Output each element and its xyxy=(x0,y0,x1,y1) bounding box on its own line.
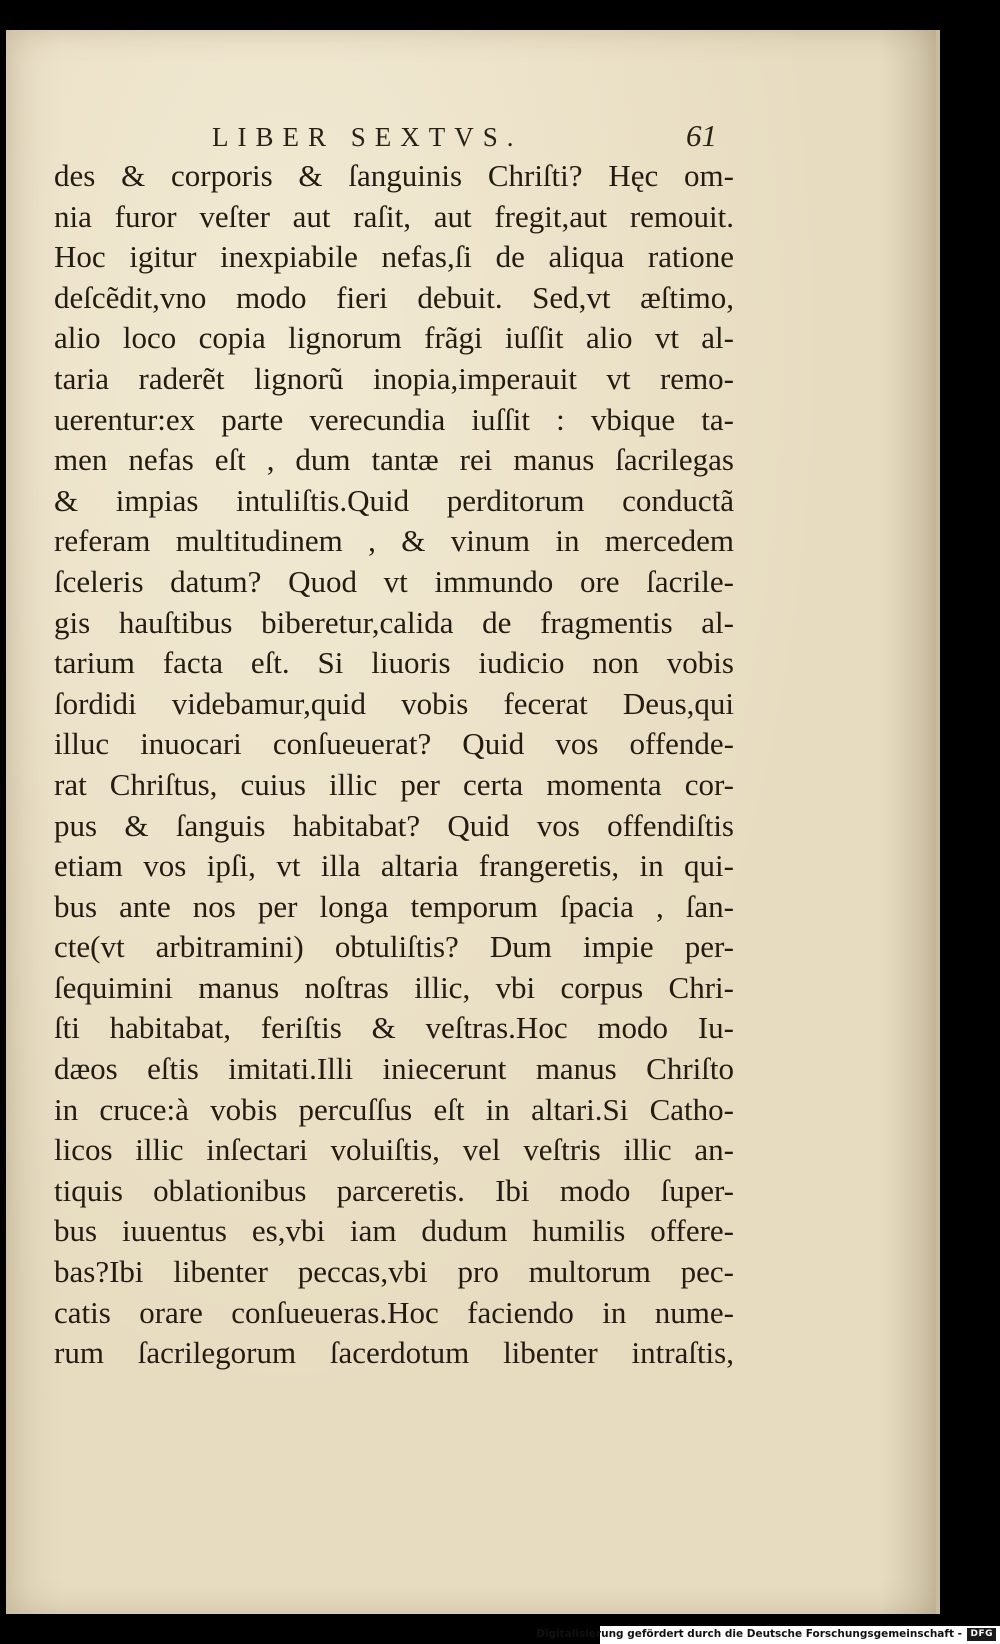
text-line: etiam vos ipſi, vt illa altaria frangeretis, in qui- xyxy=(54,848,734,884)
text-line: licos illic inſectari voluiſtis, vel veſtris illic an- xyxy=(54,1132,734,1168)
page-edge xyxy=(936,30,940,1614)
text-line: rat Chriſtus, cuius illic per certa momenta cor- xyxy=(54,766,734,802)
text-line: ſceleris datum? Quod vt immundo ore ſacrile- xyxy=(54,563,734,599)
text-line: deſcẽdit,vno modo fieri debuit. Sed,vt æſtimo, xyxy=(54,279,734,315)
text-line: cte(vt arbitramini) obtuliſtis? Dum impie per- xyxy=(54,929,734,965)
text-line: taria raderẽt lignorũ inopia,imperauit vt remo- xyxy=(54,360,734,396)
text-line: tiquis oblationibus parceretis. Ibi modo ſuper- xyxy=(54,1172,734,1208)
funding-credit: Digitalisierung gefördert durch die Deutsche Forschungsgemeinschaft - xyxy=(536,1628,962,1640)
dfg-logo-icon: DFG xyxy=(967,1628,996,1641)
text-line: ſequimini manus noſtras illic, vbi corpus Chri- xyxy=(54,969,734,1005)
text-line: des & corporis & ſanguinis Chriſti? Hęc om- xyxy=(54,158,734,193)
text-block xyxy=(54,156,734,1374)
text-line: ſordidi videbamur,quid vobis fecerat Deus,qui xyxy=(54,685,734,721)
text-line: bus ante nos per longa temporum ſpacia , ſan- xyxy=(54,888,734,924)
text-line: tarium facta eſt. Si liuoris iudicio non vobis xyxy=(54,645,734,681)
text-line: rum ſacrilegorum ſacerdotum libenter intraſtis, xyxy=(54,1335,734,1371)
text-line: alio loco copia lignorum frãgi iuſſit alio vt al- xyxy=(54,320,734,356)
text-line: bas?Ibi libenter peccas,vbi pro multorum pec- xyxy=(54,1254,734,1290)
book-page xyxy=(6,30,936,1614)
text-line: referam multitudinem , & vinum in mercedem xyxy=(54,523,734,559)
text-line: dæos eſtis imitati.Illi iniecerunt manus Chriſto xyxy=(54,1051,734,1087)
running-head: LIBER SEXTVS. xyxy=(212,122,523,152)
text-line: gis hauſtibus biberetur,calida de fragmentis al- xyxy=(54,604,734,640)
text-line: nia furor veſter aut raſit, aut fregit,aut remouit. xyxy=(54,198,734,234)
text-line: men nefas eſt , dum tantæ rei manus ſacrilegas xyxy=(54,442,734,478)
text-line: ſti habitabat, feriſtis & veſtras.Hoc modo Iu- xyxy=(54,1010,734,1046)
text-line: catis orare conſueueras.Hoc faciendo in nume- xyxy=(54,1294,734,1330)
text-line: bus iuuentus es,vbi iam dudum humilis offere- xyxy=(54,1213,734,1249)
text-line: & impias intuliſtis.Quid perditorum conductã xyxy=(54,482,734,518)
page-number: 61 xyxy=(686,118,717,153)
text-line: Hoc igitur inexpiabile nefas,ſi de aliqua ratione xyxy=(54,239,734,275)
text-line: pus & ſanguis habitabat? Quid vos offendiſtis xyxy=(54,807,734,843)
text-line: in cruce:à vobis percuſſus eſt in altari.Si Catho- xyxy=(54,1091,734,1127)
text-line: illuc inuocari conſueuerat? Quid vos offende- xyxy=(54,726,734,762)
text-line: uerentur:ex parte verecundia iuſſit : vbique ta- xyxy=(54,401,734,437)
